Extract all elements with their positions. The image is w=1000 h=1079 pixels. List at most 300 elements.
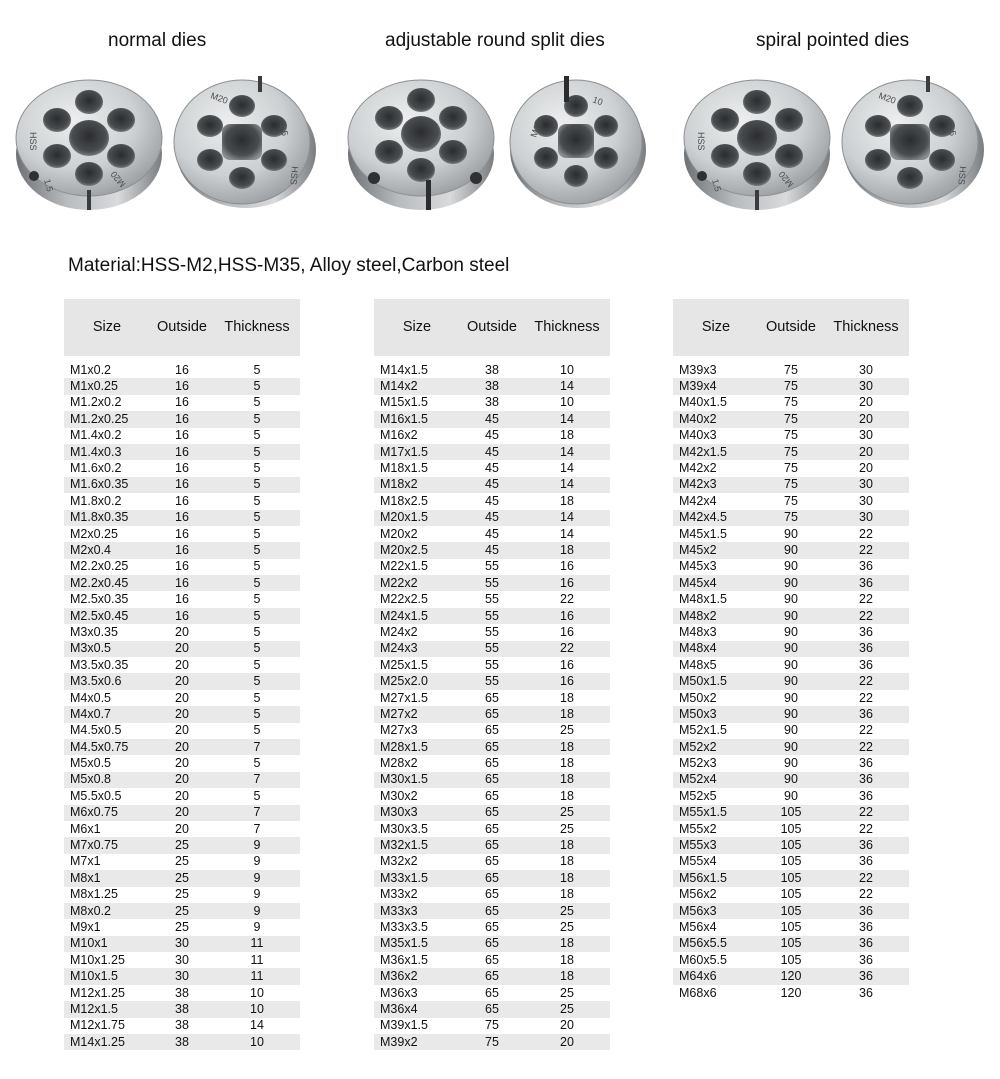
spiral-die-front-image [682,72,832,212]
table-row [64,657,300,673]
cell-thickness: 5 [214,591,300,607]
cell-outside: 75 [759,378,823,394]
cell-size: M55x4 [673,854,759,870]
cell-thickness: 9 [214,903,300,919]
table-row [374,772,610,788]
cell-thickness: 10 [214,1034,300,1050]
cell-outside: 105 [759,903,823,919]
cell-thickness: 7 [214,821,300,837]
cell-thickness: 30 [823,428,909,444]
die-mark-pitch: 1.5 [278,122,291,137]
cell-size: M20x2 [374,526,460,542]
cell-thickness: 36 [823,854,909,870]
cell-thickness: 16 [524,575,610,591]
cell-outside: 105 [759,821,823,837]
cell-thickness: 5 [214,559,300,575]
table-row [374,821,610,837]
cell-thickness: 9 [214,854,300,870]
cell-outside: 75 [460,1018,524,1034]
table-row [374,854,610,870]
table-row [64,837,300,853]
cell-outside: 90 [759,755,823,771]
cell-thickness: 18 [524,854,610,870]
cell-size: M8x1 [64,870,150,886]
cell-thickness: 5 [214,673,300,689]
cell-outside: 90 [759,641,823,657]
table-row [64,919,300,935]
cell-size: M56x5.5 [673,936,759,952]
cell-size: M1.6x0.35 [64,477,150,493]
table-row [64,723,300,739]
table-row [374,673,610,689]
cell-outside: 55 [460,657,524,673]
table-row [374,591,610,607]
cell-thickness: 5 [214,657,300,673]
cell-size: M56x2 [673,887,759,903]
cell-outside: 105 [759,887,823,903]
cell-outside: 90 [759,526,823,542]
cell-size: M22x2 [374,575,460,591]
cell-outside: 16 [150,575,214,591]
table-row [374,706,610,722]
cell-size: M52x1.5 [673,723,759,739]
table-row [673,870,909,886]
cell-thickness: 30 [823,477,909,493]
cell-thickness: 22 [823,887,909,903]
table-row [673,542,909,558]
cell-size: M30x2 [374,788,460,804]
table-row [673,591,909,607]
cell-size: M1x0.25 [64,378,150,394]
cell-outside: 38 [150,985,214,1001]
cell-thickness: 30 [823,510,909,526]
cell-thickness: 5 [214,460,300,476]
table-row [374,952,610,968]
table-header-row [374,299,610,356]
cell-thickness: 18 [524,755,610,771]
cell-thickness: 5 [214,641,300,657]
cell-size: M2.5x0.45 [64,608,150,624]
cell-outside: 120 [759,968,823,984]
table-row [374,1018,610,1034]
table-row [64,559,300,575]
cell-outside: 65 [460,952,524,968]
table-row [673,706,909,722]
table-row [673,919,909,935]
table-row [64,493,300,509]
table-row [64,624,300,640]
cell-thickness: 36 [823,624,909,640]
cell-thickness: 22 [823,673,909,689]
cell-thickness: 9 [214,870,300,886]
cell-outside: 16 [150,477,214,493]
split-die-back-image [506,72,648,212]
cell-size: M7x0.75 [64,837,150,853]
cell-outside: 20 [150,739,214,755]
cell-outside: 75 [759,362,823,378]
material-text: Material:HSS-M2,HSS-M35, Alloy steel,Carbon steel [68,255,510,276]
table-row [673,690,909,706]
table-row [374,395,610,411]
cell-size: M33x1.5 [374,870,460,886]
table-row [374,559,610,575]
cell-size: M22x1.5 [374,559,460,575]
header-outside: Outside [150,299,214,356]
cell-thickness: 5 [214,755,300,771]
table-row [673,837,909,853]
cell-thickness: 11 [214,936,300,952]
cell-size: M27x1.5 [374,690,460,706]
cell-thickness: 18 [524,887,610,903]
table-row [374,542,610,558]
cell-size: M55x2 [673,821,759,837]
table-row [64,477,300,493]
cell-thickness: 25 [524,821,610,837]
cell-outside: 65 [460,821,524,837]
cell-outside: 75 [759,493,823,509]
cell-outside: 90 [759,772,823,788]
cell-outside: 65 [460,772,524,788]
cell-size: M55x3 [673,837,759,853]
cell-outside: 16 [150,378,214,394]
cell-outside: 45 [460,510,524,526]
cell-outside: 75 [759,444,823,460]
table-row [374,641,610,657]
table-row [374,444,610,460]
table-row [374,985,610,1001]
cell-outside: 16 [150,493,214,509]
cell-outside: 25 [150,854,214,870]
cell-size: M28x2 [374,755,460,771]
cell-size: M3.5x0.6 [64,673,150,689]
cell-thickness: 9 [214,837,300,853]
cell-thickness: 36 [823,788,909,804]
cell-outside: 30 [150,968,214,984]
cell-thickness: 20 [524,1034,610,1050]
cell-thickness: 18 [524,788,610,804]
table-row [64,395,300,411]
cell-thickness: 36 [823,559,909,575]
cell-size: M33x3 [374,903,460,919]
cell-outside: 38 [460,395,524,411]
cell-thickness: 22 [823,821,909,837]
cell-outside: 16 [150,608,214,624]
cell-outside: 20 [150,641,214,657]
table-row [374,788,610,804]
table-row [673,477,909,493]
header-size: Size [673,299,759,356]
cell-size: M45x4 [673,575,759,591]
table-header-row [673,299,909,356]
cell-outside: 20 [150,805,214,821]
cell-size: M14x2 [374,378,460,394]
cell-size: M68x6 [673,985,759,1001]
cell-outside: 105 [759,936,823,952]
cell-outside: 55 [460,624,524,640]
cell-outside: 105 [759,837,823,853]
cell-outside: 16 [150,411,214,427]
table-row [64,706,300,722]
cell-thickness: 25 [524,903,610,919]
table-row [64,510,300,526]
cell-outside: 90 [759,739,823,755]
table-row [64,673,300,689]
table-row [64,575,300,591]
cell-size: M48x4 [673,641,759,657]
cell-size: M45x2 [673,542,759,558]
cell-size: M33x2 [374,887,460,903]
cell-size: M32x1.5 [374,837,460,853]
cell-outside: 105 [759,952,823,968]
table-row [374,428,610,444]
cell-size: M3.5x0.35 [64,657,150,673]
cell-size: M25x1.5 [374,657,460,673]
spec-table-2 [374,299,610,1050]
cell-thickness: 10 [214,985,300,1001]
table-row [64,591,300,607]
table-row [64,788,300,804]
table-row [374,870,610,886]
cell-size: M5x0.8 [64,772,150,788]
cell-outside: 20 [150,673,214,689]
table-row [673,460,909,476]
cell-thickness: 9 [214,887,300,903]
cell-size: M1.4x0.3 [64,444,150,460]
cell-thickness: 36 [823,657,909,673]
cell-thickness: 14 [524,378,610,394]
cell-thickness: 16 [524,624,610,640]
cell-thickness: 18 [524,706,610,722]
table-row [374,936,610,952]
cell-thickness: 18 [524,870,610,886]
header-size: Size [64,299,150,356]
cell-size: M7x1 [64,854,150,870]
table-row [64,887,300,903]
cell-size: M6x1 [64,821,150,837]
cell-thickness: 5 [214,690,300,706]
cell-thickness: 9 [214,919,300,935]
cell-thickness: 5 [214,362,300,378]
table-row [374,739,610,755]
cell-thickness: 25 [524,985,610,1001]
cell-size: M48x5 [673,657,759,673]
cell-thickness: 7 [214,739,300,755]
cell-thickness: 36 [823,968,909,984]
cell-thickness: 14 [524,444,610,460]
cell-size: M48x1.5 [673,591,759,607]
cell-size: M25x2.0 [374,673,460,689]
table-row [64,968,300,984]
cell-outside: 45 [460,460,524,476]
cell-size: M14x1.5 [374,362,460,378]
table-row [64,1034,300,1050]
table-row [673,510,909,526]
table-row [374,723,610,739]
cell-size: M12x1.25 [64,985,150,1001]
cell-outside: 38 [150,1018,214,1034]
cell-thickness: 30 [823,378,909,394]
cell-size: M40x3 [673,428,759,444]
table-row [64,690,300,706]
cell-outside: 90 [759,624,823,640]
cell-thickness: 16 [524,673,610,689]
cell-size: M1.6x0.2 [64,460,150,476]
cell-size: M55x1.5 [673,805,759,821]
table-row [64,936,300,952]
cell-thickness: 14 [524,460,610,476]
cell-size: M1.2x0.25 [64,411,150,427]
cell-thickness: 22 [823,608,909,624]
cell-size: M42x4.5 [673,510,759,526]
cell-thickness: 20 [524,1018,610,1034]
cell-size: M17x1.5 [374,444,460,460]
cell-size: M42x3 [673,477,759,493]
die-mark-size: M20 [108,169,128,190]
cell-thickness: 5 [214,723,300,739]
cell-thickness: 20 [823,460,909,476]
caption-normal-dies: normal dies [108,30,207,51]
cell-thickness: 5 [214,378,300,394]
cell-size: M10x1 [64,936,150,952]
cell-outside: 75 [759,477,823,493]
cell-outside: 20 [150,657,214,673]
cell-outside: 65 [460,706,524,722]
spec-table-3 [673,299,909,1001]
cell-size: M39x3 [673,362,759,378]
die-mark-pitch: 1.5 [946,122,959,137]
die-mark-size: M20 [877,90,898,106]
cell-thickness: 22 [524,591,610,607]
cell-thickness: 18 [524,772,610,788]
cell-size: M2.5x0.35 [64,591,150,607]
cell-outside: 45 [460,444,524,460]
cell-thickness: 22 [823,542,909,558]
cell-outside: 90 [759,673,823,689]
table-row [673,411,909,427]
cell-outside: 45 [460,493,524,509]
cell-size: M14x1.25 [64,1034,150,1050]
table-row [673,805,909,821]
cell-size: M10x1.5 [64,968,150,984]
table-row [673,444,909,460]
cell-outside: 38 [150,1001,214,1017]
table-row [64,739,300,755]
cell-outside: 38 [460,362,524,378]
cell-size: M1.8x0.35 [64,510,150,526]
cell-size: M24x2 [374,624,460,640]
cell-size: M1.8x0.2 [64,493,150,509]
table-row [64,755,300,771]
cell-outside: 90 [759,706,823,722]
cell-size: M1x0.2 [64,362,150,378]
cell-outside: 65 [460,739,524,755]
cell-size: M4.5x0.5 [64,723,150,739]
cell-size: M39x1.5 [374,1018,460,1034]
cell-size: M30x3 [374,805,460,821]
table-row [374,1034,610,1050]
cell-outside: 65 [460,723,524,739]
cell-thickness: 30 [823,493,909,509]
cell-outside: 90 [759,788,823,804]
die-mark-hss: HSS [28,132,38,151]
cell-size: M42x4 [673,493,759,509]
cell-outside: 105 [759,870,823,886]
cell-thickness: 36 [823,903,909,919]
cell-outside: 65 [460,755,524,771]
die-mark-size: M15 [528,118,544,139]
cell-size: M27x3 [374,723,460,739]
die-mark-size: M20 [209,90,230,106]
cell-thickness: 20 [823,444,909,460]
cell-thickness: 7 [214,772,300,788]
cell-outside: 120 [759,985,823,1001]
cell-size: M2x0.25 [64,526,150,542]
cell-outside: 75 [759,510,823,526]
cell-thickness: 5 [214,575,300,591]
table-row [374,624,610,640]
header-thickness: Thickness [823,299,909,356]
cell-outside: 55 [460,673,524,689]
cell-size: M18x1.5 [374,460,460,476]
table-row [64,608,300,624]
table-row [673,378,909,394]
cell-thickness: 5 [214,411,300,427]
cell-size: M30x1.5 [374,772,460,788]
cell-thickness: 18 [524,952,610,968]
cell-outside: 55 [460,641,524,657]
cell-thickness: 18 [524,936,610,952]
cell-outside: 38 [150,1034,214,1050]
table-header-row [64,299,300,356]
table-row [374,837,610,853]
cell-size: M33x3.5 [374,919,460,935]
cell-size: M12x1.5 [64,1001,150,1017]
table-row [673,723,909,739]
cell-outside: 105 [759,805,823,821]
cell-size: M24x3 [374,641,460,657]
cell-thickness: 25 [524,723,610,739]
table-row [374,690,610,706]
cell-outside: 20 [150,755,214,771]
cell-size: M60x5.5 [673,952,759,968]
cell-size: M32x2 [374,854,460,870]
cell-size: M8x1.25 [64,887,150,903]
die-mark-pitch: 1.5 [710,177,723,193]
cell-thickness: 36 [823,706,909,722]
cell-size: M20x2.5 [374,542,460,558]
cell-thickness: 36 [823,919,909,935]
cell-outside: 25 [150,870,214,886]
cell-thickness: 22 [524,641,610,657]
table-row [374,919,610,935]
cell-outside: 30 [150,952,214,968]
cell-outside: 90 [759,559,823,575]
cell-outside: 75 [759,411,823,427]
cell-thickness: 18 [524,968,610,984]
cell-thickness: 10 [524,395,610,411]
cell-size: M27x2 [374,706,460,722]
cell-outside: 20 [150,690,214,706]
cell-size: M15x1.5 [374,395,460,411]
table-row [374,411,610,427]
cell-thickness: 36 [823,575,909,591]
table-row [673,673,909,689]
cell-outside: 45 [460,526,524,542]
table-row [64,821,300,837]
cell-outside: 65 [460,936,524,952]
cell-outside: 20 [150,788,214,804]
cell-size: M50x1.5 [673,673,759,689]
